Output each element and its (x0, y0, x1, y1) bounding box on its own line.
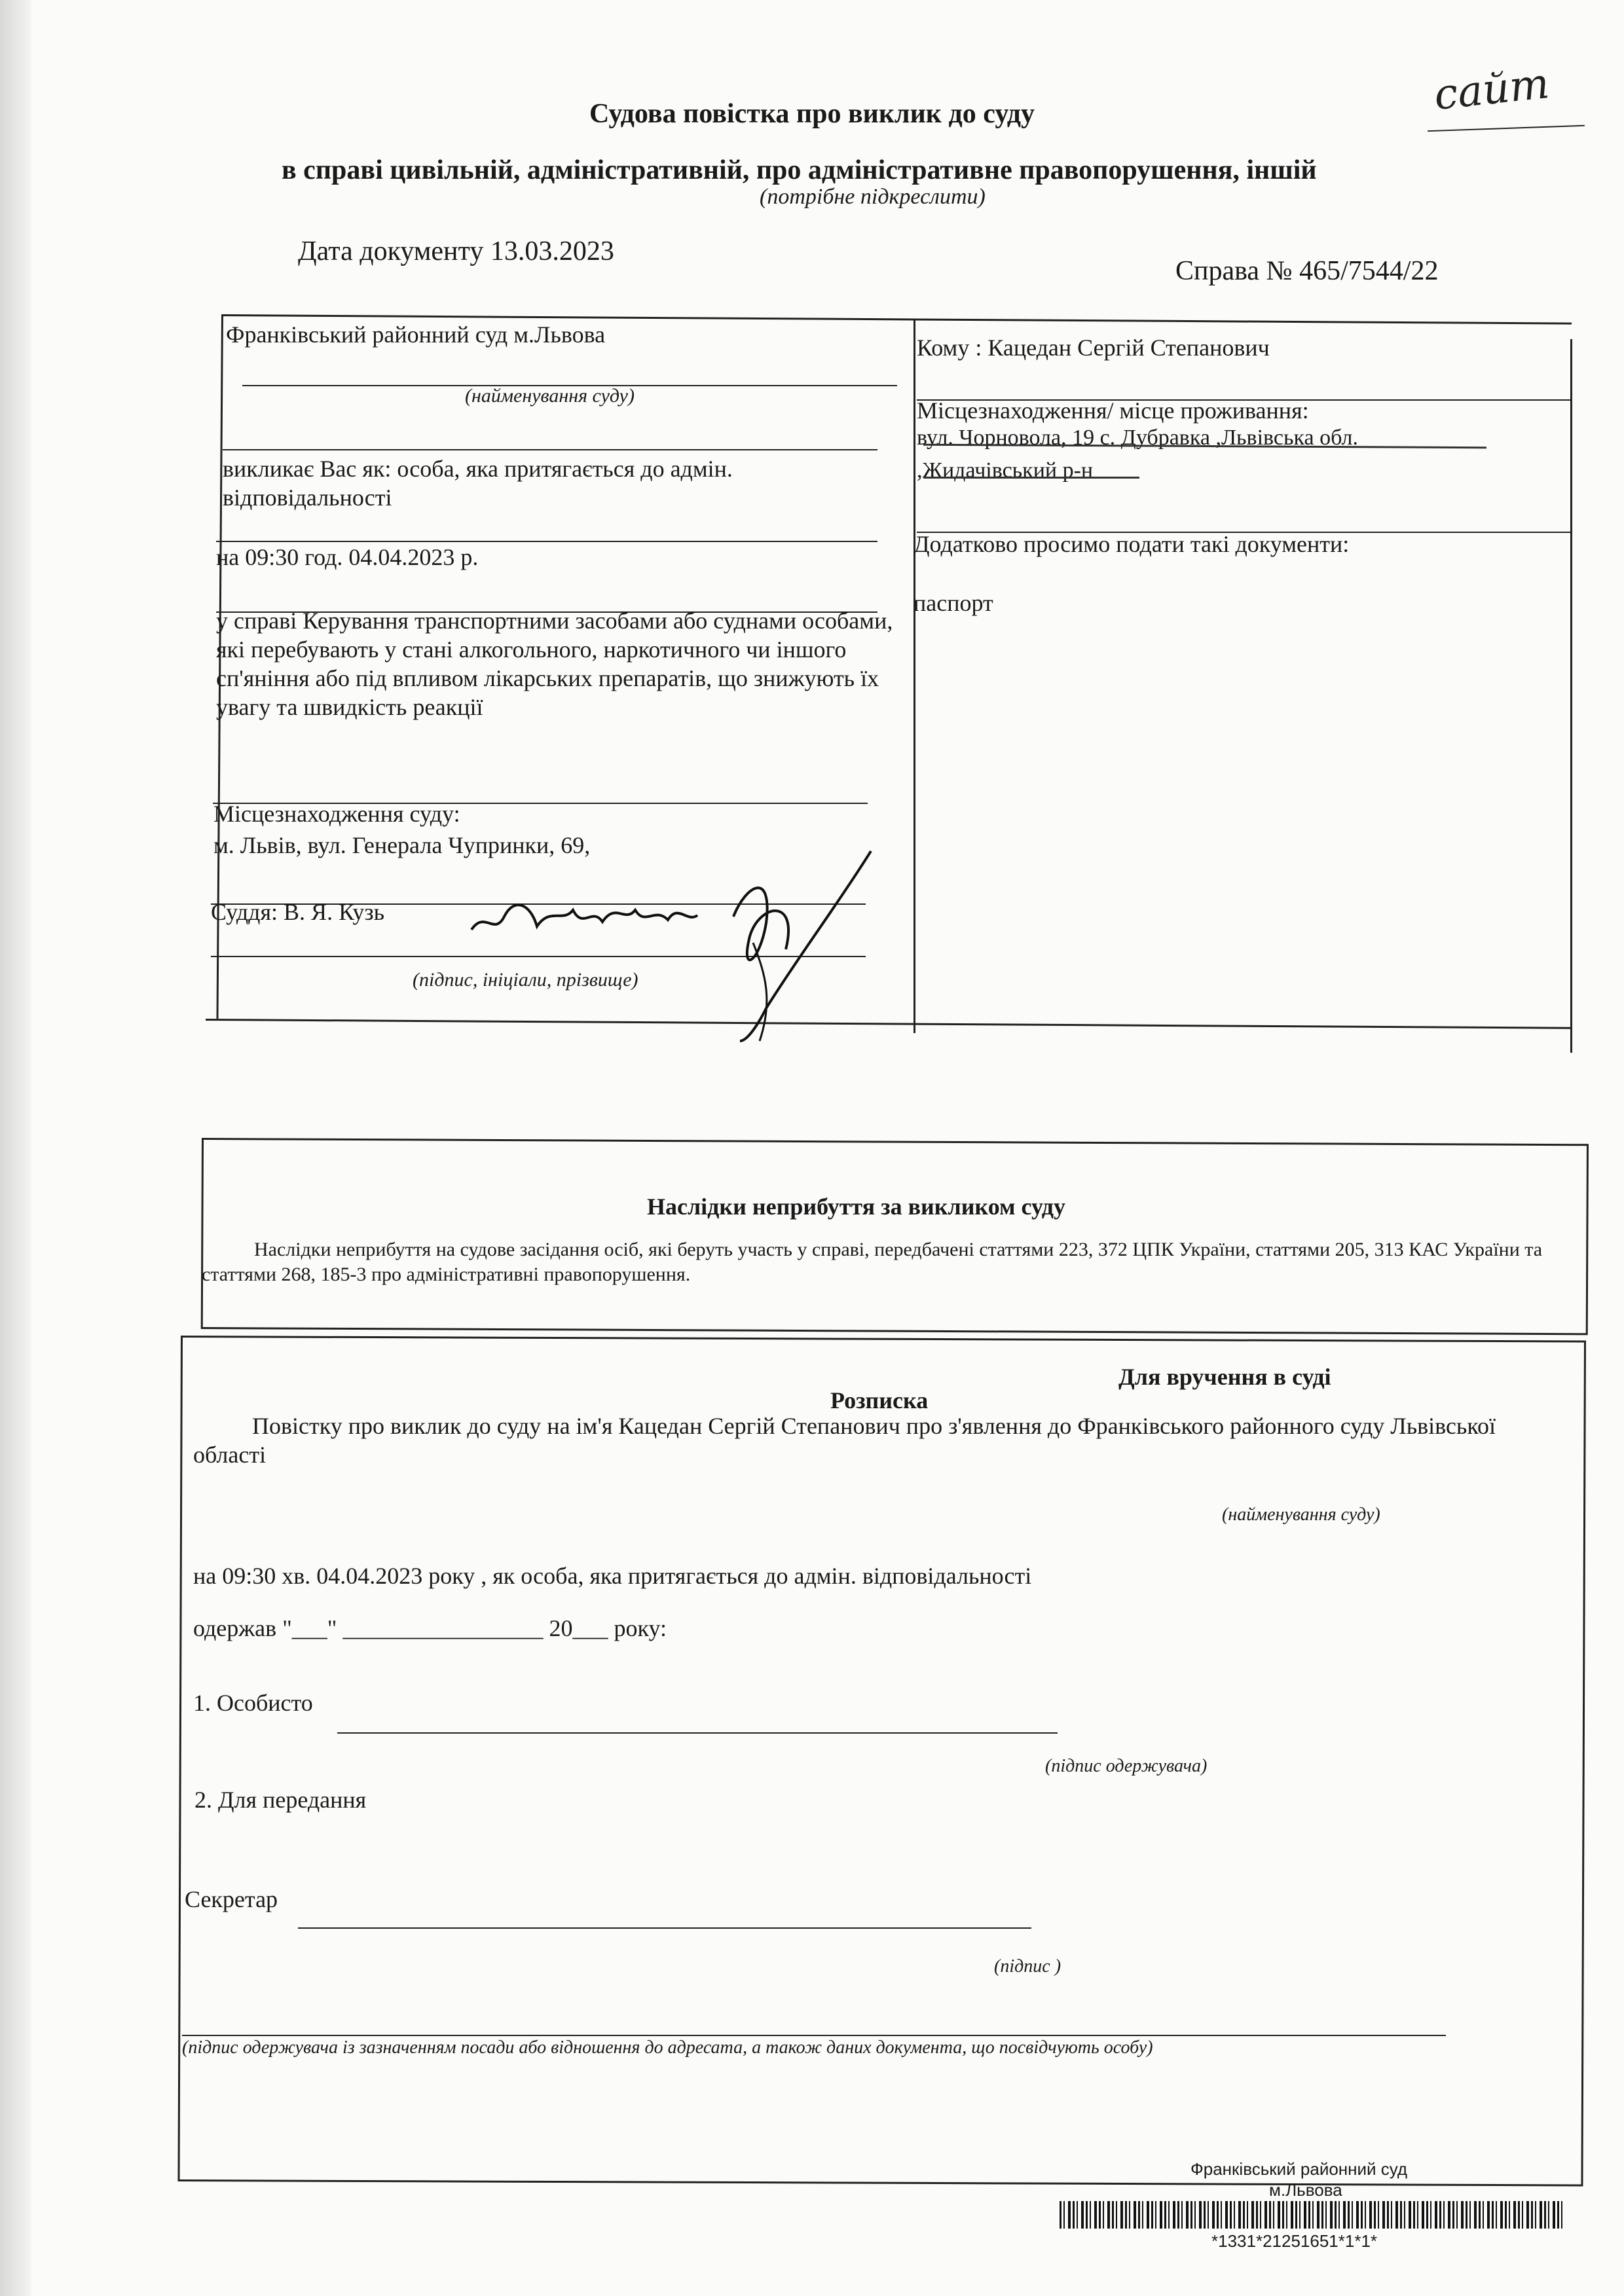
consequences-box (201, 1138, 1589, 1335)
sep-line-2 (216, 541, 877, 542)
docs-value: паспорт (913, 590, 993, 616)
footer-court-line1: Франківський районний суд (1190, 2159, 1408, 2179)
title-line1: Судова повістка про виклик до суду (589, 99, 1035, 129)
receipt-title: Розписка (830, 1387, 929, 1413)
document-date: Дата документу 13.03.2023 (298, 236, 614, 266)
bottom-caption: (підпис одержувача із зазначенням посади або відношення до адресата, а також даних документа, що посвідчують особу) (182, 2037, 1153, 2058)
sep-line-1 (223, 449, 877, 450)
court-name: Франківський районний суд м.Львова (226, 321, 606, 348)
table-right-border (1570, 339, 1572, 1053)
residence-strike-2 (923, 477, 1139, 479)
hearing-time: на 09:30 год. 04.04.2023 р. (216, 544, 479, 570)
consequences-text: Наслідки неприбуття на судове засідання осіб, які беруть участь у справі, передбачені статтями 223, 372 ЦПК України, статтями 205, 313 КАС України та статтями 268, 185-3 про адміністративні правопорушення. (202, 1239, 1543, 1285)
summons-as: викликає Вас як: особа, яка притягається до адмін. відповідальності (223, 456, 733, 511)
handwritten-mark: сайт (1431, 60, 1552, 120)
barcode (1060, 2201, 1564, 2229)
secretary-sign-caption: (підпис ) (994, 1956, 1061, 1977)
consequences-title: Наслідки неприбуття за викликом суду (647, 1194, 1065, 1220)
court-location-label: Місцезнаходження суду: (213, 801, 460, 827)
case-number: Справа № 465/7544/22 (1175, 256, 1439, 286)
residence-line1: вул. Чорновола, 19 с. Дубравка ,Львівська обл. (917, 426, 1358, 450)
receipt-court-caption: (найменування суду) (1222, 1504, 1380, 1525)
secretary-label: Секретар (185, 1886, 278, 1912)
court-location: м. Львів, вул. Генерала Чупринки, 69, (213, 832, 591, 858)
for-court-label: Для вручення в суді (1118, 1364, 1331, 1390)
title-line2: в справі цивільній, адміністративній, про адміністративне правопорушення, іншій (282, 155, 1317, 185)
receipt-text: Повістку про виклик до суду на ім'я Кацедан Сергій Степанович про з'явлення до Франківського районного суду Львівської області (193, 1413, 1496, 1468)
court-name-caption: (найменування суду) (465, 385, 635, 407)
recipient: Кому : Кацедан Сергій Степанович (917, 335, 1270, 361)
signature-caption: (підпис, ініціали, прізвище) (413, 969, 638, 991)
table-mid-border (913, 319, 915, 1033)
judge: Суддя: В. Я. Кузь (211, 899, 385, 925)
title-note: (потрібне підкреслити) (760, 185, 986, 209)
received-line: одержав "___" _________________ 20___ року: (193, 1615, 667, 1641)
case-subject: у справі Керування транспортними засобами або суднами особами, які перебувають у стані алкогольного, наркотичного чи іншого сп'яніння або під впливом лікарських препаратів, що знижують їх увагу та швидкість реакції (216, 608, 893, 720)
personally-line (337, 1732, 1058, 1734)
barcode-text: *1331*21251651*1*1* (1211, 2231, 1378, 2251)
receipt-time-line: на 09:30 хв. 04.04.2023 року , як особа, яка притягається до адмін. відповідальності (193, 1563, 1032, 1589)
judge-signature (458, 845, 884, 1054)
personally-label: 1. Особисто (193, 1690, 313, 1716)
residence-line2: ,Жидачівський р-н (917, 458, 1094, 483)
recipient-signature-caption: (підпис одержувача) (1045, 1756, 1208, 1776)
transfer-label: 2. Для передання (189, 1787, 367, 1813)
residence-label: Місцезнаходження/ місце проживання: (917, 397, 1309, 424)
secretary-line (298, 1927, 1031, 1929)
bottom-signature-line (182, 2035, 1446, 2036)
docs-label: Додатково просимо подати такі документи: (913, 531, 1350, 557)
footer-court-line2: м.Львова (1269, 2180, 1342, 2200)
scan-edge (0, 0, 31, 2296)
